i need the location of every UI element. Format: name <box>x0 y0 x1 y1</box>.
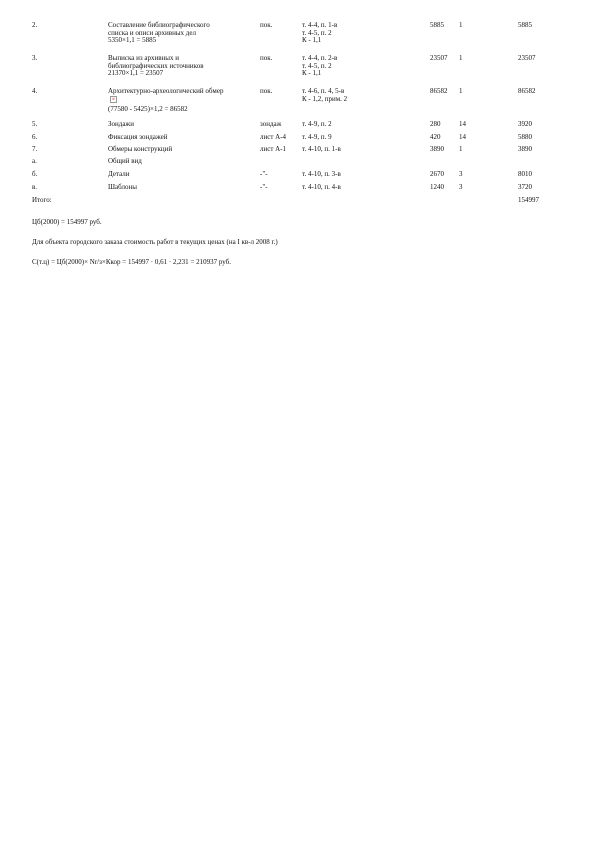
unit-price: 1240 <box>430 183 444 191</box>
total-cost: 3720 <box>518 183 532 191</box>
reference-line: т. 4-5, п. 2 <box>302 61 332 70</box>
quantity: 3 <box>459 170 463 178</box>
row-number: 5. <box>32 120 38 128</box>
total-cost: 23507 <box>518 54 536 62</box>
unit-price: 23507 <box>430 54 448 62</box>
row-number: б. <box>32 170 38 178</box>
unit-price: 2670 <box>430 170 444 178</box>
work-name: Обмеры конструкций <box>108 145 173 153</box>
quantity: 1 <box>459 21 463 29</box>
reference: т. 4-10, п. 1-в <box>302 145 341 153</box>
unit: пок. <box>260 87 273 95</box>
work-name <box>108 22 210 45</box>
unit: пок. <box>260 21 273 29</box>
broken-image-line <box>108 96 223 106</box>
work-name-line: Выписка из архивных и <box>108 54 179 62</box>
total-value: 154997 <box>518 196 539 204</box>
current-price-formula: С(т.ц) = Цб(2000)× Nr/з×Ккор = 154997 · 0,61 · 2,231 = 210937 руб. <box>32 258 231 266</box>
broken-image-icon: × <box>111 96 116 103</box>
work-name <box>108 88 223 113</box>
row-number: 6. <box>32 133 38 141</box>
work-name-line: 21370×1,1 = 23507 <box>108 69 164 77</box>
unit: зондаж <box>260 120 282 128</box>
unit: лист А-1 <box>260 145 287 153</box>
work-name-line: списка и описи архивных дел <box>108 28 196 37</box>
work-name: Шаблоны <box>108 183 137 191</box>
reference: т. 4-9, п. 2 <box>302 120 332 128</box>
unit-price: 3890 <box>430 145 444 153</box>
reference: т. 4-10, п. 4-в <box>302 183 341 191</box>
reference: т. 4-10, п. 3-в <box>302 170 341 178</box>
reference-line: т. 4-6, п. 4, 5-в <box>302 87 345 95</box>
total-cost: 3920 <box>518 120 532 128</box>
work-name-line: 5350×1,1 = 5885 <box>108 36 157 44</box>
total-label: Итого: <box>32 196 52 204</box>
quantity: 3 <box>459 183 463 191</box>
total-cost: 5885 <box>518 21 532 29</box>
total-cost: 8010 <box>518 170 532 178</box>
unit-price: 280 <box>430 120 441 128</box>
work-name-line: Архитектурно-археологический обмер <box>108 87 224 95</box>
work-name-line: Составление библиографического <box>108 21 210 29</box>
quantity: 1 <box>459 87 463 95</box>
row-number: 4. <box>32 87 38 95</box>
reference-line: т. 4-4, п. 1-в <box>302 21 338 29</box>
reference <box>302 22 337 45</box>
quantity: 1 <box>459 54 463 62</box>
reference-line: К - 1,1 <box>302 69 322 77</box>
city-order-note: Для объекта городского заказа стоимость работ в текущих ценах (на I кв-л 2008 г.) <box>32 238 278 246</box>
total-cost: 86582 <box>518 87 536 95</box>
work-name: Детали <box>108 170 130 178</box>
unit: -"- <box>260 183 268 191</box>
work-name: Фиксация зондажей <box>108 133 168 141</box>
row-number: 7. <box>32 145 38 153</box>
row-number: в. <box>32 183 38 191</box>
reference <box>302 88 347 103</box>
reference: т. 4-9, п. 9 <box>302 133 332 141</box>
row-number: а. <box>32 157 37 165</box>
unit: лист А-4 <box>260 133 287 141</box>
unit-price: 5885 <box>430 21 444 29</box>
base-price-text: Цб(2000) = 154997 руб. <box>32 218 102 226</box>
total-cost: 5880 <box>518 133 532 141</box>
row-number: 3. <box>32 54 38 62</box>
work-name-line: (77580 - 5425)×1,2 = 86582 <box>108 104 188 113</box>
work-name: Зондажи <box>108 120 135 128</box>
reference-line: К - 1,2, прим. 2 <box>302 94 348 103</box>
reference-line: т. 4-5, п. 2 <box>302 28 332 37</box>
unit: -"- <box>260 170 268 178</box>
unit-price: 86582 <box>430 87 448 95</box>
unit-price: 420 <box>430 133 441 141</box>
reference-line: т. 4-4, п. 2-в <box>302 54 338 62</box>
row-number: 2. <box>32 21 38 29</box>
reference-line: К - 1,1 <box>302 36 322 44</box>
work-name: Общий вид <box>108 157 142 165</box>
quantity: 14 <box>459 133 466 141</box>
quantity: 14 <box>459 120 466 128</box>
total-cost: 3890 <box>518 145 532 153</box>
work-name <box>108 55 204 78</box>
quantity: 1 <box>459 145 463 153</box>
reference <box>302 55 337 78</box>
work-name-line: библиографических источников <box>108 61 204 70</box>
unit: пок. <box>260 54 273 62</box>
